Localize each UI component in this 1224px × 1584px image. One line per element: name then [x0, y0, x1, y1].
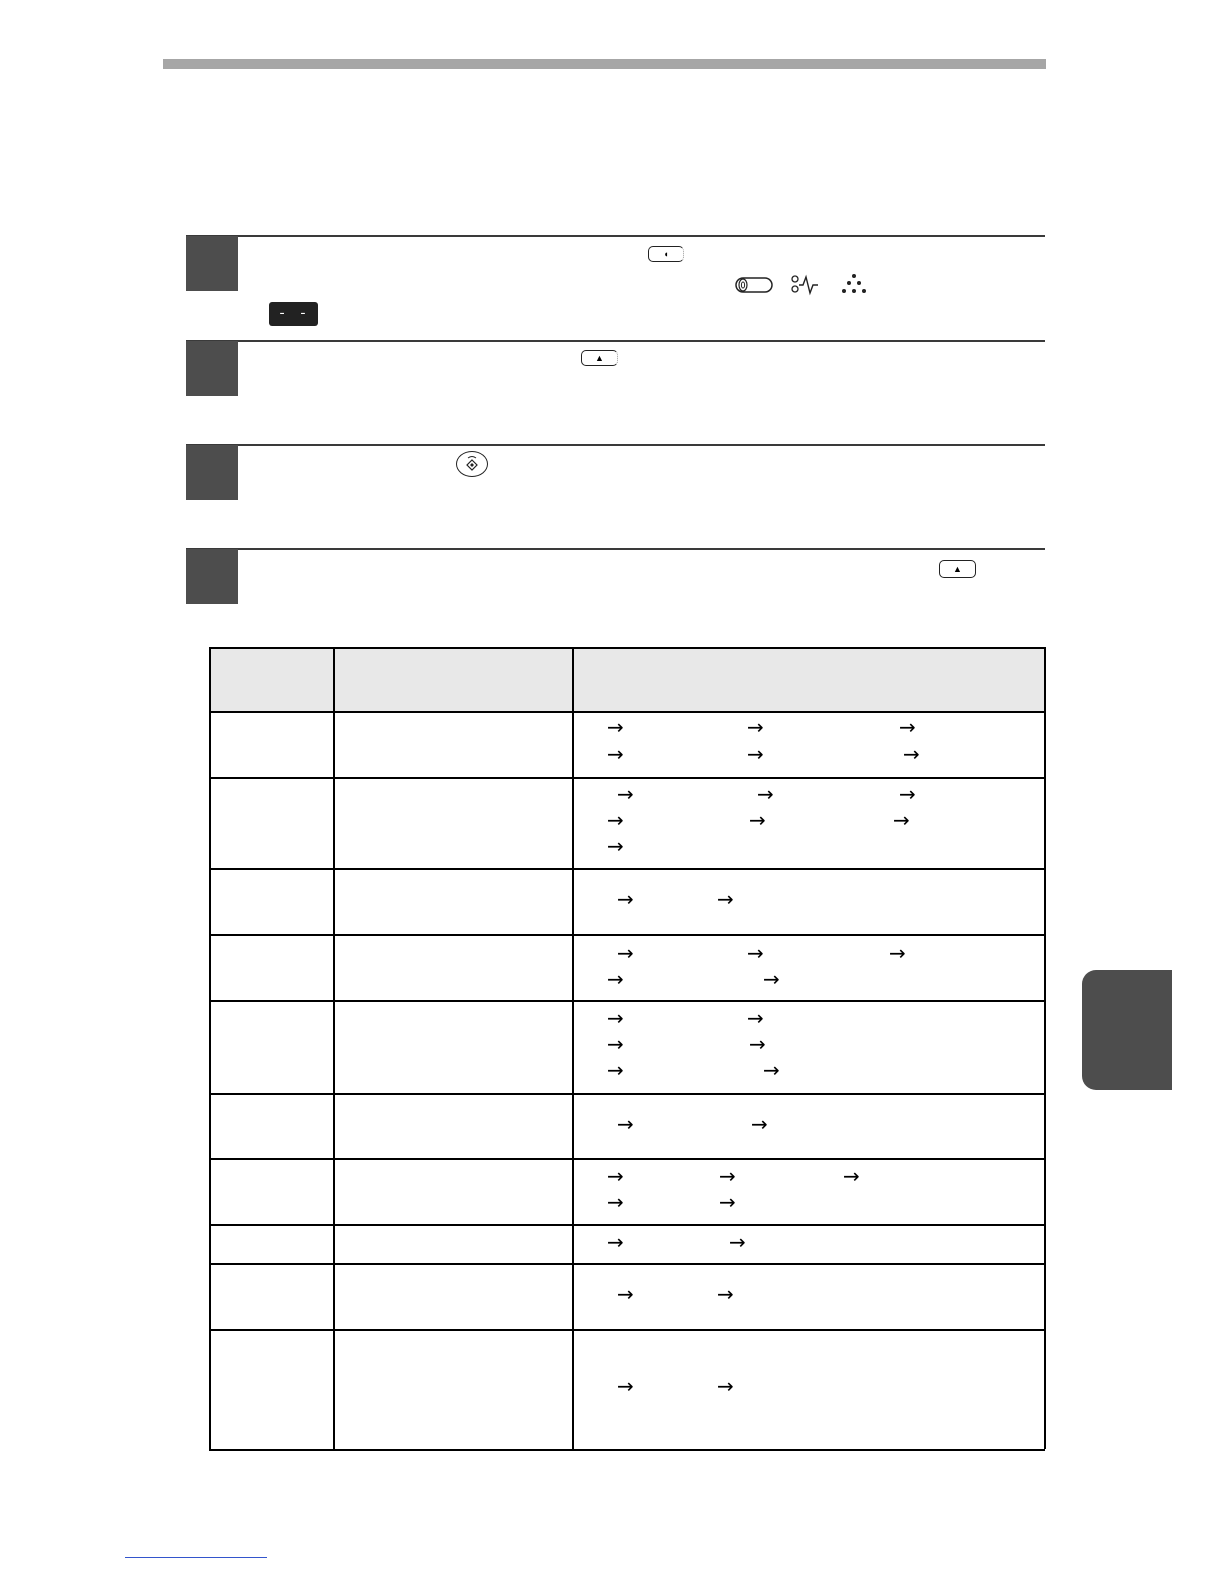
arrow-icon: → [607, 742, 624, 766]
step-4 [186, 548, 1045, 608]
key-button-icon [648, 246, 684, 262]
arrow-icon: → [717, 1282, 734, 1306]
arrow-icon: → [607, 808, 624, 832]
key-symbol: ▲ [595, 352, 604, 363]
step-3-number-block [186, 445, 238, 500]
arrow-icon: → [899, 782, 916, 806]
misfeed-icon [790, 274, 820, 296]
table-column-border [209, 647, 211, 1449]
display-icon [269, 302, 318, 326]
arrow-icon: → [893, 808, 910, 832]
arrow-icon: → [617, 1112, 634, 1136]
arrow-icon: → [757, 782, 774, 806]
arrow-icon: → [843, 1164, 860, 1188]
arrow-icon: → [729, 1230, 746, 1254]
key-symbol: ◖ [663, 248, 669, 259]
table-column-border [1044, 647, 1046, 1449]
footer-link-underline [125, 1557, 267, 1558]
step-3 [186, 444, 1045, 544]
arrow-icon: → [889, 941, 906, 965]
arrow-icon: → [749, 1032, 766, 1056]
arrow-icon: → [747, 742, 764, 766]
arrow-icon: → [607, 1230, 624, 1254]
step-1-rule [186, 235, 1045, 237]
arrow-icon: → [719, 1164, 736, 1188]
arrow-icon: → [899, 715, 916, 739]
arrow-icon: → [747, 941, 764, 965]
arrow-icon: → [607, 1058, 624, 1082]
start-key-icon [456, 451, 488, 477]
arrow-icon: → [617, 1374, 634, 1398]
step-1-number-block [186, 236, 238, 291]
step-2-rule [186, 340, 1045, 342]
arrow-icon: → [763, 1058, 780, 1082]
arrow-icon: → [751, 1112, 768, 1136]
roll-icon [735, 277, 773, 293]
arrow-icon: → [717, 887, 734, 911]
step-4-number-block [186, 549, 238, 604]
arrow-icon: → [719, 1190, 736, 1214]
arrow-icon: → [617, 941, 634, 965]
arrow-icon: → [749, 808, 766, 832]
chapter-tab [1082, 970, 1172, 1090]
arrow-icon: → [617, 1282, 634, 1306]
arrow-icon: → [607, 715, 624, 739]
table-column-border [572, 647, 574, 1449]
table-row-border [209, 1449, 1045, 1451]
step-4-rule [186, 548, 1045, 550]
table-column-border [333, 647, 335, 1449]
top-rule-bar [163, 59, 1046, 69]
arrow-icon: → [747, 715, 764, 739]
step-2-number-block [186, 341, 238, 396]
up-arrow-key-icon [939, 560, 976, 578]
arrow-icon: → [607, 834, 624, 858]
toner-icon [840, 273, 868, 297]
arrow-icon: → [617, 887, 634, 911]
arrow-icon: → [717, 1374, 734, 1398]
arrow-icon: → [607, 1190, 624, 1214]
step-3-rule [186, 444, 1045, 446]
settings-table [209, 647, 1045, 1449]
arrow-icon: → [763, 967, 780, 991]
key-symbol: ▲ [953, 563, 962, 574]
arrow-icon: → [617, 782, 634, 806]
arrow-icon: → [747, 1006, 764, 1030]
arrow-icon: → [607, 967, 624, 991]
arrow-icon: → [607, 1164, 624, 1188]
arrow-icon: → [607, 1006, 624, 1030]
display-text: - - [277, 306, 310, 322]
up-arrow-key-icon [581, 350, 618, 366]
arrow-icon: → [607, 1032, 624, 1056]
arrow-icon: → [903, 742, 920, 766]
